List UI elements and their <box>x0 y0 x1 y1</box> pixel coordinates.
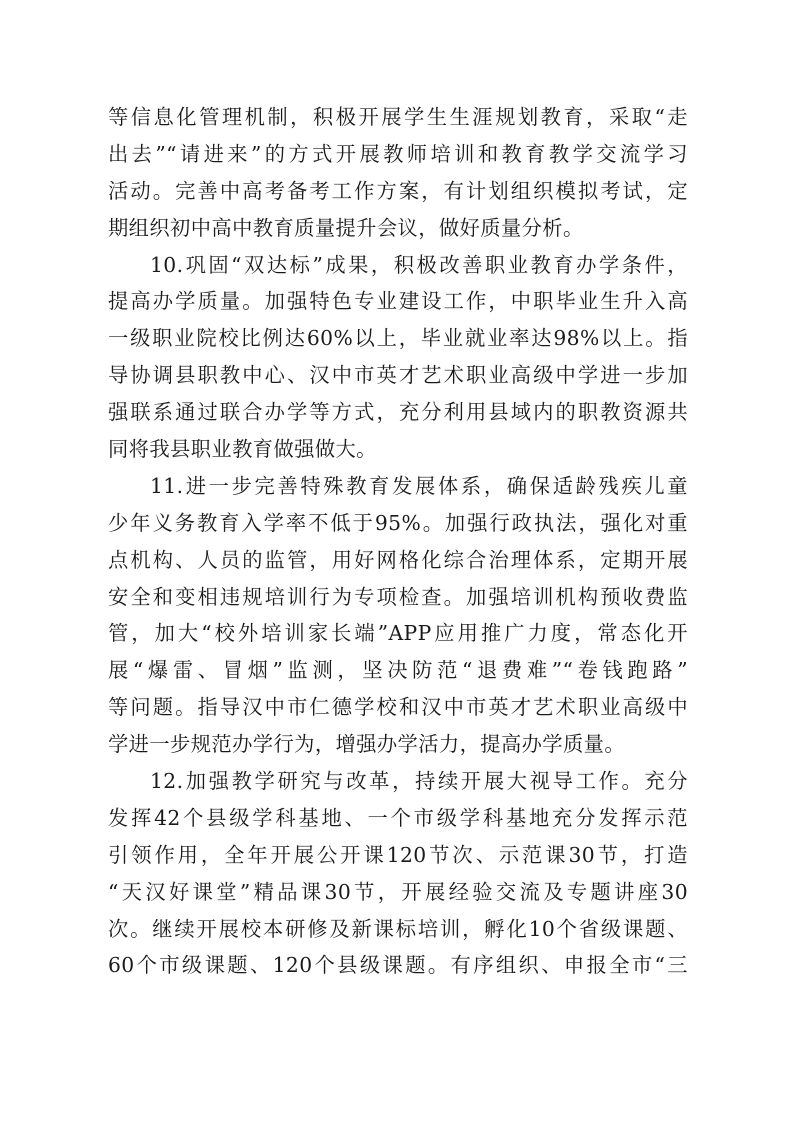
text-line: 10.巩固“双达标”成果，积极改善职业教育办学条件， <box>150 252 688 277</box>
text-line: 少年义务教育入学率不低于95%。加强行政执法，强化对重 <box>108 510 688 535</box>
text-line: 引领作用，全年开展公开课120节次、示范课30节，打造 <box>108 842 688 867</box>
text-line: 期组织初中高中教育质量提升会议，做好质量分析。 <box>108 215 584 240</box>
text-line: 强联系通过联合办学等方式，充分利用县域内的职教资源共 <box>108 400 688 425</box>
text-line: 活动。完善中高考备考工作方案，有计划组织模拟考试，定 <box>108 178 688 203</box>
text-line: 导协调县职教中心、汉中市英才艺术职业高级中学进一步加 <box>108 363 688 388</box>
text-line: 出去”“请进来”的方式开展教师培训和教育教学交流学习 <box>108 141 688 166</box>
text-line: 提高办学质量。加强特色专业建设工作，中职毕业生升入高 <box>108 289 688 314</box>
text-line: 安全和变相违规培训行为专项检查。加强培训机构预收费监 <box>108 584 688 609</box>
text-line: 等问题。指导汉中市仁德学校和汉中市英才艺术职业高级中 <box>108 695 688 720</box>
text-line: 次。继续开展校本研修及新课标培训，孵化10个省级课题、 <box>108 916 688 941</box>
text-line: 同将我县职业教育做强做大。 <box>108 437 377 462</box>
text-line: 60个市级课题、120个县级课题。有序组织、申报全市“三 <box>108 953 688 978</box>
text-line: 管，加大“校外培训家长端”APP应用推广力度，常态化开 <box>108 621 688 646</box>
text-line: 等信息化管理机制，积极开展学生生涯规划教育，采取“走 <box>108 105 688 129</box>
text-line: 点机构、人员的监管，用好网格化综合治理体系，定期开展 <box>108 547 688 572</box>
body-text <box>108 99 688 984</box>
text-line: 展“爆雷、冒烟”监测，坚决防范“退费难”“卷钱跑路” <box>108 658 688 683</box>
text-line: 学进一步规范办学行为，增强办学活力，提高办学质量。 <box>108 732 626 757</box>
text-line: 发挥42个县级学科基地、一个市级学科基地充分发挥示范 <box>108 805 688 830</box>
text-line: 11.进一步完善特殊教育发展体系，确保适龄残疾儿童 <box>150 473 688 498</box>
text-line: “天汉好课堂”精品课30节，开展经验交流及专题讲座30 <box>108 879 688 904</box>
text-line: 一级职业院校比例达60%以上，毕业就业率达98%以上。指 <box>108 326 688 351</box>
text-line: 12.加强教学研究与改革，持续开展大视导工作。充分 <box>150 769 688 794</box>
